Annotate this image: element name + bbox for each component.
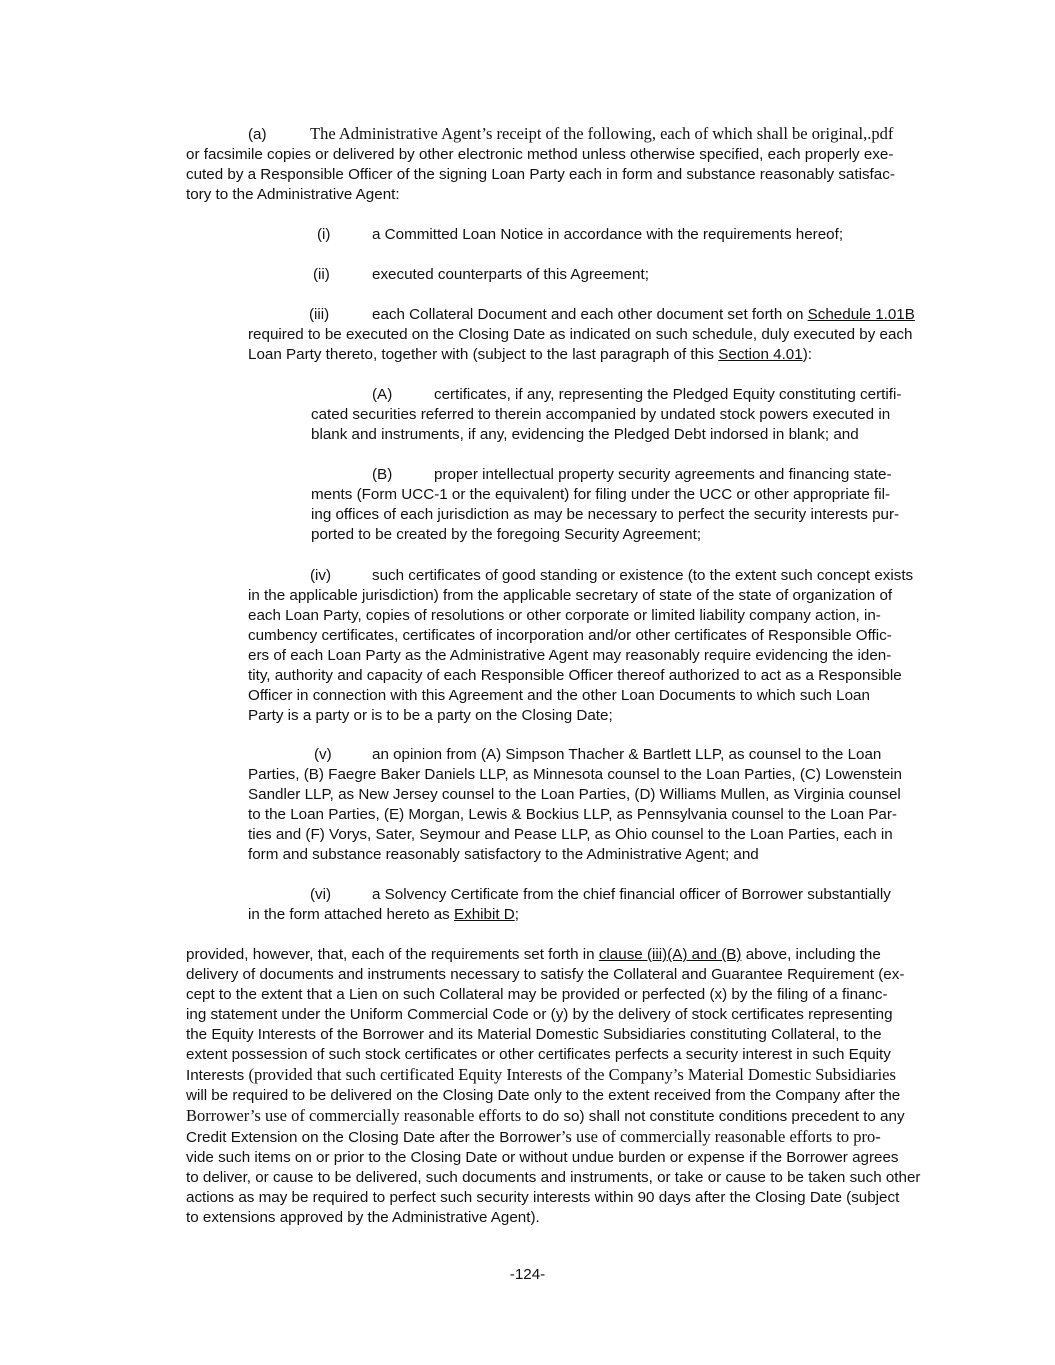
proviso-line: to deliver, or cause to be delivered, such documents and instruments, or take or cause to be taken such other xyxy=(186,1169,921,1186)
item-iv xyxy=(248,566,913,726)
proviso-line-serif: Borrower’s use of commercially reasonable efforts xyxy=(186,1106,522,1125)
exhibit-link[interactable]: Exhibit D xyxy=(454,906,515,923)
item-ii-text: executed counterparts of this Agreement; xyxy=(372,266,649,283)
item-v-line: form and substance reasonably satisfactory to the Administrative Agent; and xyxy=(248,846,759,863)
proviso-line: ing statement under the Uniform Commercial Code or (y) by the delivery of stock certificates representing xyxy=(186,1006,893,1023)
item-iii-text: each Collateral Document and each other document set forth on xyxy=(372,306,808,323)
proviso-line: the Equity Interests of the Borrower and its Material Domestic Subsidiaries constituting Collateral, to the xyxy=(186,1026,882,1043)
item-v-line: ties and (F) Vorys, Sater, Seymour and Pease LLP, as Ohio counsel to the Loan Parties, each in xyxy=(248,826,893,843)
item-A-line: blank and instruments, if any, evidencing the Pledged Debt indorsed in blank; and xyxy=(311,426,859,443)
item-iv-line: cumbency certificates, certificates of incorporation and/or other certificates of Responsible Offic- xyxy=(248,627,892,644)
proviso-line: extent possession of such stock certificates or other certificates perfects a security interest in such Equity xyxy=(186,1046,891,1063)
item-B-text: proper intellectual property security agreements and financing state- xyxy=(434,466,892,483)
section-a-line: or facsimile copies or delivered by other electronic method unless otherwise specified, each properly exe- xyxy=(186,146,894,163)
proviso-text: above, including the xyxy=(741,946,881,963)
item-iii-line-end: ): xyxy=(802,346,812,363)
item-B-label: (B) xyxy=(372,466,393,483)
section-a-intro: The Administrative Agent’s receipt of the following, each of which shall be original,.pdf xyxy=(310,124,894,143)
section-a-line: cuted by a Responsible Officer of the signing Loan Party each in form and substance reasonably satisfac- xyxy=(186,166,895,183)
item-iii-line: required to be executed on the Closing Date as indicated on such schedule, duly executed by each xyxy=(248,326,913,343)
item-vi-label: (vi) xyxy=(310,886,332,903)
item-v-label: (v) xyxy=(314,746,332,763)
item-iv-label: (iv) xyxy=(310,567,332,584)
proviso-line: delivery of documents and instruments necessary to satisfy the Collateral and Guarantee Requirement (ex- xyxy=(186,966,905,983)
item-vi-line: in the form attached hereto as xyxy=(248,906,454,923)
schedule-link[interactable]: Schedule 1.01B xyxy=(807,306,915,323)
item-A xyxy=(311,385,901,445)
proviso-line: will be required to be delivered on the Closing Date only to the extent received from the Company after the xyxy=(186,1087,901,1104)
section-a-label: (a) xyxy=(248,126,267,143)
item-iv-text: such certificates of good standing or existence (to the extent such concept exists xyxy=(372,567,914,584)
proviso-line: to extensions approved by the Administrative Agent). xyxy=(186,1209,540,1226)
section-link[interactable]: Section 4.01 xyxy=(718,346,803,363)
item-iii-line: Loan Party thereto, together with (subject to the last paragraph of this xyxy=(248,346,719,363)
item-iv-line: in the applicable jurisdiction) from the applicable secretary of state of the state of organization of xyxy=(248,587,893,604)
item-iii xyxy=(248,305,915,365)
item-ii xyxy=(313,265,649,285)
item-iv-line: ers of each Loan Party as the Administrative Agent may reasonably require evidencing the iden- xyxy=(248,647,892,664)
item-B-line: ments (Form UCC-1 or the equivalent) for filing under the UCC or other appropriate fil- xyxy=(311,486,891,503)
item-A-label: (A) xyxy=(372,386,393,403)
proviso-line: to do so) shall not constitute conditions precedent to any xyxy=(521,1108,905,1125)
proviso-line-serif: ’s use of commercially reasonable efforts to pro- xyxy=(560,1127,881,1146)
item-ii-label: (ii) xyxy=(313,266,330,283)
item-iii-label: (iii) xyxy=(309,306,330,323)
item-i xyxy=(317,225,843,245)
proviso-line-serif: (provided that such certificated Equity Interests of the Company’s Material Domestic Subsidiaries xyxy=(248,1065,896,1084)
item-iv-line: Officer in connection with this Agreement and the other Loan Documents to which such Loan xyxy=(248,687,870,704)
item-iv-line: Party is a party or is to be a party on the Closing Date; xyxy=(248,707,613,724)
item-A-line: cated securities referred to therein accompanied by undated stock powers executed in xyxy=(311,406,891,423)
proviso-line: actions as may be required to perfect such security interests within 90 days after the Closing Date (subject xyxy=(186,1189,900,1206)
item-B-line: ing offices of each jurisdiction as may be necessary to perfect the security interests pur- xyxy=(311,506,900,523)
proviso-line: cept to the extent that a Lien on such Collateral may be provided or perfected (x) by the filing of a financ- xyxy=(186,986,888,1003)
item-B xyxy=(311,465,899,545)
item-i-text: a Committed Loan Notice in accordance with the requirements hereof; xyxy=(372,226,844,243)
item-v-line: to the Loan Parties, (E) Morgan, Lewis & Bockius LLP, as Pennsylvania counsel to the Loan Par- xyxy=(248,806,897,823)
item-v-line: Parties, (B) Faegre Baker Daniels LLP, as Minnesota counsel to the Loan Parties, (C) Lowenstein xyxy=(248,766,902,783)
item-v-line: Sandler LLP, as New Jersey counsel to the Loan Parties, (D) Williams Mullen, as Virginia counsel xyxy=(248,786,901,803)
item-iv-line: tity, authority and capacity of each Responsible Officer thereof authorized to act as a Responsible xyxy=(248,667,902,684)
item-A-text: certificates, if any, representing the Pledged Equity constituting certifi- xyxy=(434,386,902,403)
section-a-line: tory to the Administrative Agent: xyxy=(186,186,400,203)
item-B-line: ported to be created by the foregoing Security Agreement; xyxy=(311,526,702,543)
item-vi-text: a Solvency Certificate from the chief financial officer of Borrower substantially xyxy=(372,886,891,903)
item-vi-line-end: ; xyxy=(514,906,520,923)
item-v-text: an opinion from (A) Simpson Thacher & Bartlett LLP, as counsel to the Loan xyxy=(372,746,882,763)
item-vi xyxy=(248,885,891,925)
item-v xyxy=(248,745,902,865)
section-a xyxy=(186,124,895,205)
proviso-line: Interests xyxy=(186,1067,249,1084)
proviso-line: Credit Extension on the Closing Date after the Borrower xyxy=(186,1129,561,1146)
proviso-line: vide such items on or prior to the Closing Date or without undue burden or expense if the Borrower agrees xyxy=(186,1149,899,1166)
item-i-label: (i) xyxy=(317,226,331,243)
page-number: -124- xyxy=(509,1266,546,1283)
item-iv-line: each Loan Party, copies of resolutions or other corporate or limited liability company action, in- xyxy=(248,607,881,624)
proviso-paragraph xyxy=(186,945,920,1228)
clause-link[interactable]: clause (iii)(A) and (B) xyxy=(598,946,742,963)
proviso-text: provided, however, that, each of the requirements set forth in xyxy=(186,946,599,963)
